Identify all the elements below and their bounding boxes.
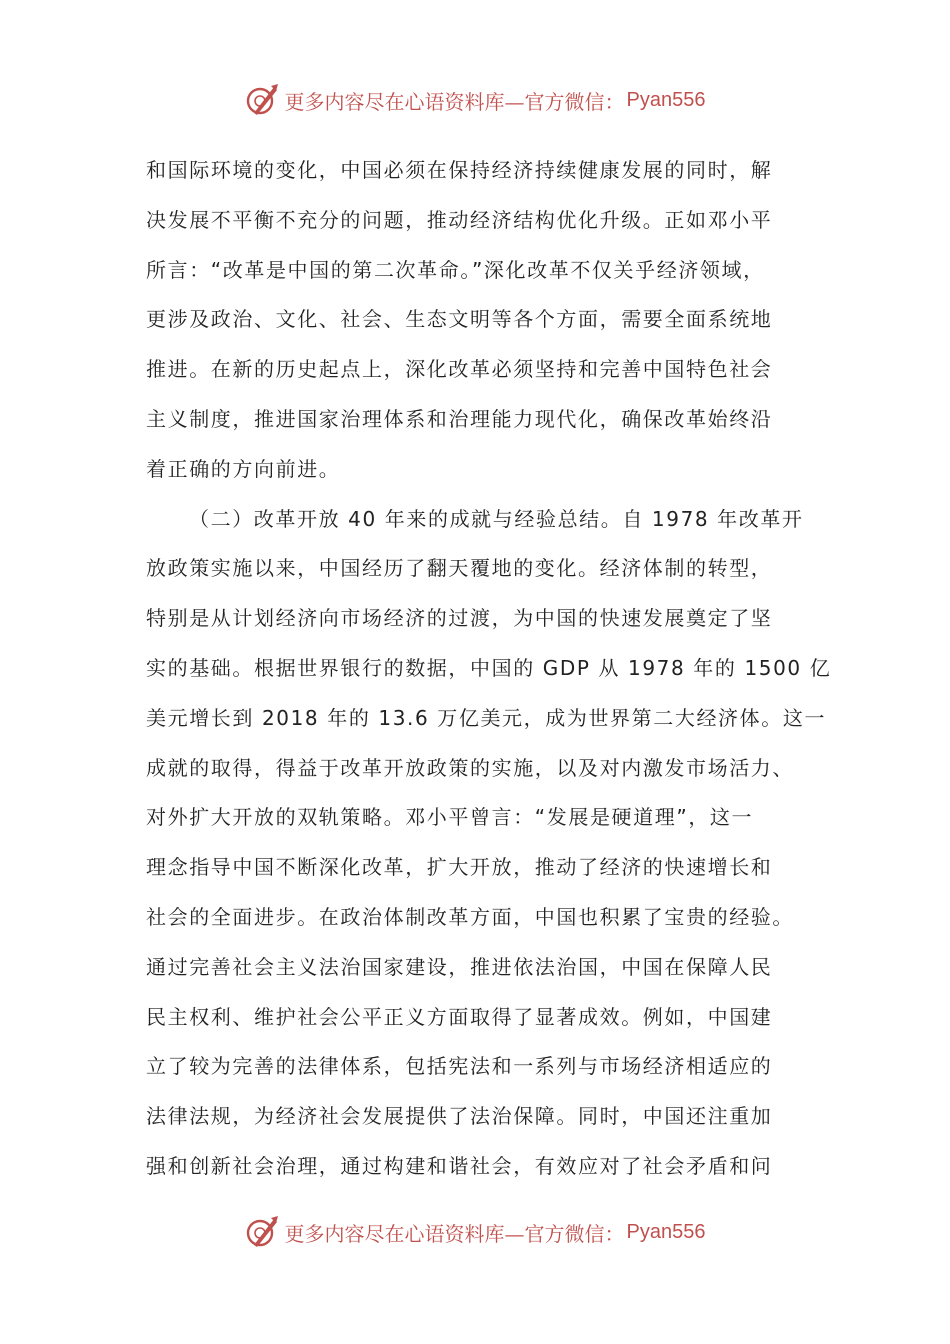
pen-seal-icon: [245, 1215, 279, 1249]
footer-watermark-banner: [0, 1212, 950, 1252]
pen-seal-icon: [245, 83, 279, 117]
text-line: 通过完善社会主义法治国家建设，推进依法治国，中国在保障人民: [146, 954, 773, 979]
wechat-id: Pyan556: [626, 88, 706, 111]
text-line: 主义制度，推进国家治理体系和治理能力现代化，确保改革始终沿: [146, 406, 773, 431]
text-line: 对外扩大开放的双轨策略。邓小平曾言：“发展是硬道理”，这一: [146, 805, 754, 830]
text-line: 实的基础。根据世界银行的数据，中国的 GDP 从 1978 年的 1500 亿: [146, 655, 832, 680]
text-line: 放政策实施以来，中国经历了翻天覆地的变化。经济体制的转型，: [146, 556, 773, 581]
watermark-text: 更多内容尽在心语资料库—官方微信：: [284, 1221, 625, 1246]
text-line: 民主权利、维护社会公平正义方面取得了显著成效。例如，中国建: [146, 1004, 773, 1029]
text-line: 成就的取得，得益于改革开放政策的实施，以及对内激发市场活力、: [146, 755, 794, 780]
text-line: 社会的全面进步。在政治体制改革方面，中国也积累了宝贵的经验。: [146, 904, 794, 929]
text-line: 特别是从计划经济向市场经济的过渡，为中国的快速发展奠定了坚: [146, 606, 773, 631]
text-line: 法律法规，为经济社会发展提供了法治保障。同时，中国还注重加: [146, 1104, 773, 1129]
text-line: 着正确的方向前进。: [146, 456, 341, 481]
text-line: 所言：“改革是中国的第二次革命。”深化改革不仅关乎经济领域，: [146, 257, 765, 282]
header-watermark-banner: [0, 80, 950, 120]
wechat-id: Pyan556: [626, 1220, 706, 1243]
text-line: 强和创新社会治理，通过构建和谐社会，有效应对了社会矛盾和问: [146, 1153, 773, 1178]
document-body: [146, 146, 832, 1192]
text-line: 决发展不平衡不充分的问题，推动经济结构优化升级。正如邓小平: [146, 207, 773, 232]
text-line: 立了较为完善的法律体系，包括宪法和一系列与市场经济相适应的: [146, 1054, 773, 1079]
text-line: 更涉及政治、文化、社会、生态文明等各个方面，需要全面系统地: [146, 307, 773, 332]
section-heading-line: （二）改革开放 40 年来的成就与经验总结。自 1978 年改革开: [189, 506, 804, 531]
text-line: 理念指导中国不断深化改革，扩大开放，推动了经济的快速增长和: [146, 855, 773, 880]
text-line: 推进。在新的历史起点上，深化改革必须坚持和完善中国特色社会: [146, 357, 773, 382]
text-line: 美元增长到 2018 年的 13.6 万亿美元，成为世界第二大经济体。这一: [146, 705, 827, 730]
watermark-text: 更多内容尽在心语资料库—官方微信：: [284, 89, 625, 114]
text-line: 和国际环境的变化，中国必须在保持经济持续健康发展的同时，解: [146, 158, 773, 182]
